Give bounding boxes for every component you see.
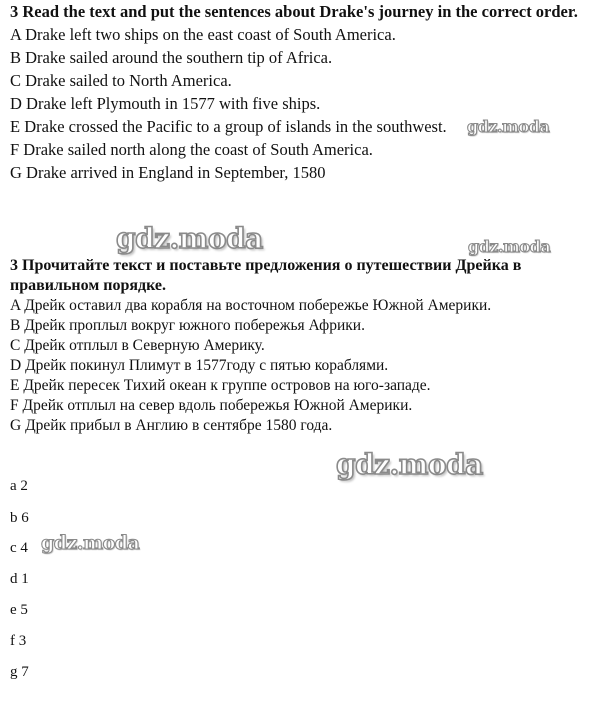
answer-b: b 6 [10,510,29,526]
english-sentence-d: D Drake left Plymouth in 1577 with five ships. [10,94,321,113]
answer-a: a 2 [10,478,28,494]
russian-sentence-b: B Дрейк проплыл вокруг южного побережья Африки. [10,317,365,334]
english-sentence-c: C Drake sailed to North America. [10,71,232,90]
answer-e: e 5 [10,602,28,618]
english-sentence-a: A Drake left two ships on the east coast of South America. [10,25,396,44]
english-sentence-f: F Drake sailed north along the coast of South America. [10,140,373,159]
russian-sentence-c: C Дрейк отплыл в Северную Америку. [10,337,265,354]
answer-c: c 4 [10,540,28,556]
russian-sentence-f: F Дрейк отплыл на север вдоль побережья Южной Америки. [10,397,413,414]
watermark: gdz.moda [467,117,550,136]
answer-g: g 7 [10,664,29,680]
watermark: gdz.moda [116,222,263,255]
russian-task [10,256,588,436]
watermark: gdz.moda [336,448,483,481]
english-sentence-e: E Drake crossed the Pacific to a group of islands in the southwest. [10,117,447,136]
english-task [10,0,588,184]
russian-sentence-g: G Дрейк прибыл в Англию в сентябре 1580 года. [10,417,333,434]
english-sentence-g: G Drake arrived in England in September, 1580 [10,163,326,182]
russian-task-heading: 3 Прочитайте текст и поставьте предложения о путешествии Дрейка в правильном порядке. [10,257,522,294]
english-sentence-b: B Drake sailed around the southern tip of Africa. [10,48,333,67]
english-task-heading: 3 Read the text and put the sentences about Drake's journey in the correct order. [10,2,578,21]
answer-d: d 1 [10,571,29,587]
russian-sentence-d: D Дрейк покинул Плимут в 1577году с пятью кораблями. [10,357,389,374]
russian-sentence-e: E Дрейк пересек Тихий океан к группе островов на юго-западе. [10,377,431,394]
watermark: gdz.moda [468,237,551,256]
answer-f: f 3 [10,633,27,649]
russian-sentence-a: A Дрейк оставил два корабля на восточном побережье Южной Америки. [10,297,492,314]
watermark: gdz.moda [41,532,140,554]
